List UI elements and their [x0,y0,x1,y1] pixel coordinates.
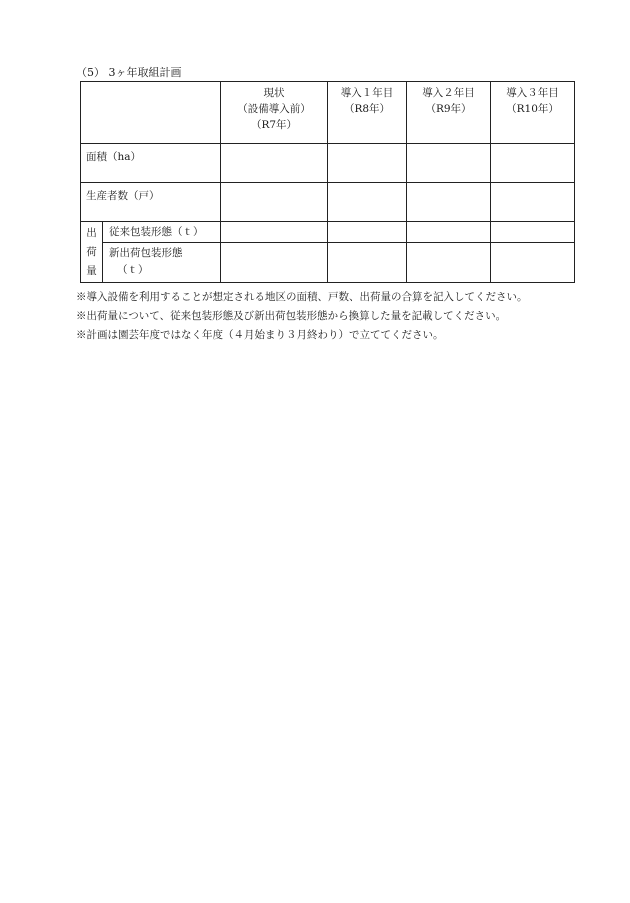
header-text: 導入２年目 [422,87,475,99]
header-corner-cell [81,82,221,144]
section-heading: （5） 3ヶ年取組計画 [76,66,182,79]
table-cell [491,243,575,283]
row-label-shipment-new [103,243,221,283]
note-line: ※出荷量について、従来包装形態及び新出荷包装形態から換算した量を記載してください。 [76,310,507,322]
header-text: 導入１年目 [340,87,394,99]
table-cell [328,144,407,183]
table-cell [407,222,491,243]
row-label-line: 新出荷包装形態 [109,247,183,259]
note-line: ※導入設備を利用することが想定される地区の面積、戸数、出荷量の合算を記入してください。 [76,291,528,303]
header-year1 [328,82,407,144]
group-label-char: 出 [86,226,97,239]
table-cell [328,183,407,222]
header-text: （設備導入前） [237,103,311,115]
header-year3 [491,82,575,144]
header-text: （R10年） [506,103,559,115]
table-cell [407,243,491,283]
table-cell [221,222,328,243]
header-text: 現状 [263,87,285,99]
table-cell [491,144,575,183]
header-text: （R8年） [343,103,391,115]
table-row-shipment-conventional [81,222,575,243]
header-text: （R7年） [250,119,298,131]
table-cell [328,222,407,243]
table-cell [491,222,575,243]
table-cell [221,243,328,283]
table-cell [407,144,491,183]
group-label-char: 荷 [86,245,97,258]
table-cell [328,243,407,283]
note-line: ※計画は園芸年度ではなく年度（４月始まり３月終わり）で立ててください。 [76,329,444,341]
table-row-area [81,144,575,183]
row-label-producers: 生産者数（戸） [81,183,221,222]
row-label-line: （ｔ） [117,264,149,276]
header-year2 [407,82,491,144]
row-label-area: 面積（ha） [81,144,221,183]
header-current [221,82,328,144]
table-header-row [81,82,575,144]
table-row-shipment-new [81,243,575,283]
table-cell [407,183,491,222]
row-label-shipment-conventional: 従来包装形態（ｔ） [103,222,221,243]
header-text: （R9年） [425,103,472,115]
group-label-char: 量 [86,264,97,277]
notes-section [76,288,528,345]
table-cell [221,144,328,183]
table-row-producers [81,183,575,222]
header-text: 導入３年目 [506,87,559,99]
table-cell [221,183,328,222]
row-group-label-shipment [81,222,103,283]
table-cell [491,183,575,222]
three-year-plan-table [80,81,575,283]
